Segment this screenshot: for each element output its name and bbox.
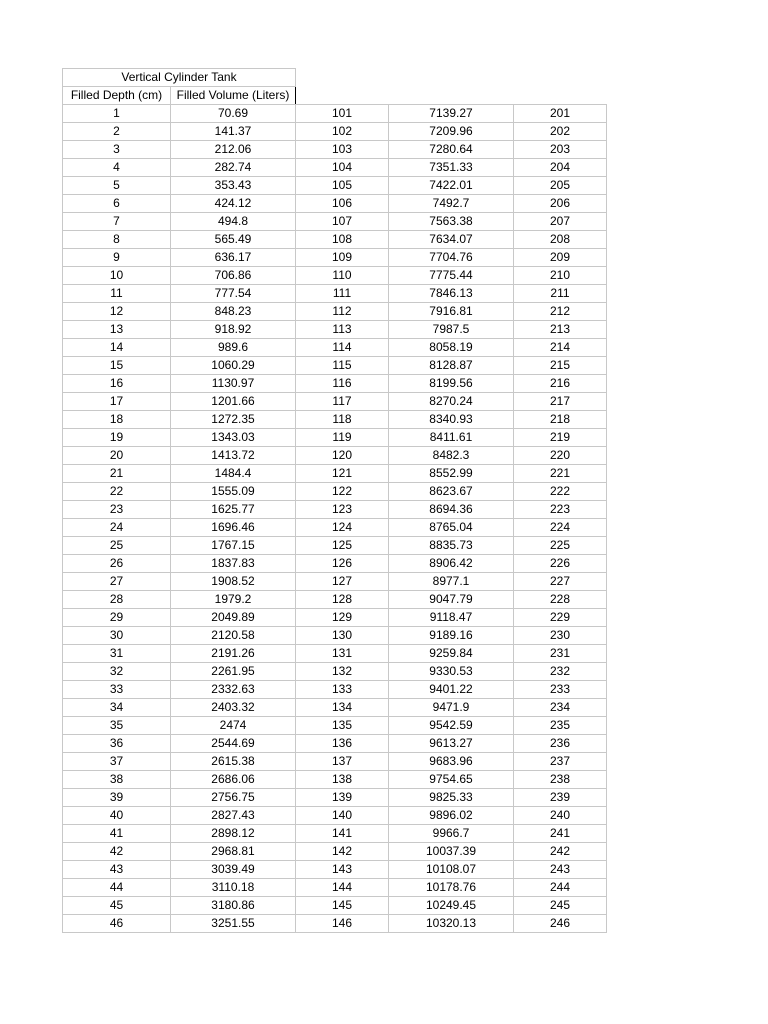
depth-cell[interactable]: 19 — [63, 429, 171, 447]
volume-cell[interactable]: 848.23 — [171, 303, 296, 321]
table-row — [63, 123, 607, 141]
depth-cell[interactable]: 209 — [514, 249, 607, 267]
volume-cell[interactable]: 9259.84 — [389, 645, 514, 663]
volume-cell[interactable]: 1979.2 — [171, 591, 296, 609]
volume-cell[interactable]: 9754.65 — [389, 771, 514, 789]
volume-cell[interactable]: 424.12 — [171, 195, 296, 213]
depth-cell[interactable]: 125 — [296, 537, 389, 555]
volume-cell[interactable]: 2898.12 — [171, 825, 296, 843]
depth-cell[interactable]: 144 — [296, 879, 389, 897]
depth-cell[interactable]: 143 — [296, 861, 389, 879]
depth-cell[interactable]: 106 — [296, 195, 389, 213]
volume-cell[interactable]: 8270.24 — [389, 393, 514, 411]
volume-cell[interactable]: 1767.15 — [171, 537, 296, 555]
depth-cell[interactable]: 3 — [63, 141, 171, 159]
volume-cell[interactable]: 8411.61 — [389, 429, 514, 447]
table-row — [63, 897, 607, 915]
depth-cell[interactable]: 37 — [63, 753, 171, 771]
volume-cell[interactable]: 3039.49 — [171, 861, 296, 879]
depth-cell[interactable]: 21 — [63, 465, 171, 483]
depth-cell[interactable]: 44 — [63, 879, 171, 897]
depth-cell[interactable]: 112 — [296, 303, 389, 321]
volume-cell[interactable]: 212.06 — [171, 141, 296, 159]
depth-cell[interactable]: 222 — [514, 483, 607, 501]
depth-cell[interactable]: 231 — [514, 645, 607, 663]
depth-cell[interactable]: 241 — [514, 825, 607, 843]
depth-cell[interactable]: 220 — [514, 447, 607, 465]
depth-cell[interactable]: 8 — [63, 231, 171, 249]
depth-cell[interactable]: 40 — [63, 807, 171, 825]
depth-cell[interactable]: 203 — [514, 141, 607, 159]
header-row — [63, 87, 607, 105]
volume-header[interactable]: Filled Volume (Liters) — [171, 87, 296, 105]
depth-cell[interactable]: 204 — [514, 159, 607, 177]
volume-cell[interactable]: 1484.4 — [171, 465, 296, 483]
depth-cell[interactable]: 234 — [514, 699, 607, 717]
volume-cell[interactable]: 1130.97 — [171, 375, 296, 393]
volume-cell[interactable]: 3110.18 — [171, 879, 296, 897]
depth-cell[interactable]: 128 — [296, 591, 389, 609]
depth-cell[interactable]: 17 — [63, 393, 171, 411]
volume-cell[interactable]: 9683.96 — [389, 753, 514, 771]
volume-cell[interactable]: 1696.46 — [171, 519, 296, 537]
volume-cell[interactable]: 2756.75 — [171, 789, 296, 807]
depth-cell[interactable]: 32 — [63, 663, 171, 681]
volume-cell[interactable]: 10037.39 — [389, 843, 514, 861]
depth-cell[interactable]: 36 — [63, 735, 171, 753]
table-row — [63, 213, 607, 231]
volume-cell[interactable]: 7351.33 — [389, 159, 514, 177]
volume-cell[interactable]: 10320.13 — [389, 915, 514, 933]
depth-cell[interactable]: 240 — [514, 807, 607, 825]
depth-cell[interactable]: 111 — [296, 285, 389, 303]
volume-cell[interactable]: 2474 — [171, 717, 296, 735]
volume-cell[interactable]: 2332.63 — [171, 681, 296, 699]
title-row — [63, 69, 607, 87]
table-row — [63, 591, 607, 609]
table-row — [63, 573, 607, 591]
table-row — [63, 285, 607, 303]
depth-cell[interactable]: 109 — [296, 249, 389, 267]
depth-cell[interactable]: 24 — [63, 519, 171, 537]
depth-cell[interactable]: 29 — [63, 609, 171, 627]
table-row — [63, 429, 607, 447]
volume-cell[interactable]: 2191.26 — [171, 645, 296, 663]
depth-cell[interactable]: 113 — [296, 321, 389, 339]
depth-cell[interactable]: 20 — [63, 447, 171, 465]
depth-cell[interactable]: 201 — [514, 105, 607, 123]
table-row — [63, 339, 607, 357]
depth-cell[interactable]: 6 — [63, 195, 171, 213]
volume-cell[interactable]: 10249.45 — [389, 897, 514, 915]
volume-cell[interactable]: 1343.03 — [171, 429, 296, 447]
depth-cell[interactable]: 7 — [63, 213, 171, 231]
volume-cell[interactable]: 2544.69 — [171, 735, 296, 753]
depth-cell[interactable]: 214 — [514, 339, 607, 357]
volume-cell[interactable]: 282.74 — [171, 159, 296, 177]
depth-cell[interactable]: 108 — [296, 231, 389, 249]
table-row — [63, 807, 607, 825]
volume-cell[interactable]: 7209.96 — [389, 123, 514, 141]
depth-cell[interactable]: 232 — [514, 663, 607, 681]
depth-cell[interactable]: 120 — [296, 447, 389, 465]
depth-cell[interactable]: 41 — [63, 825, 171, 843]
table-row — [63, 915, 607, 933]
depth-cell[interactable]: 233 — [514, 681, 607, 699]
table-row — [63, 375, 607, 393]
volume-cell[interactable]: 2403.32 — [171, 699, 296, 717]
volume-cell[interactable]: 1272.35 — [171, 411, 296, 429]
depth-cell[interactable]: 14 — [63, 339, 171, 357]
table-row — [63, 789, 607, 807]
volume-cell[interactable]: 7563.38 — [389, 213, 514, 231]
volume-cell[interactable]: 7846.13 — [389, 285, 514, 303]
depth-cell[interactable]: 107 — [296, 213, 389, 231]
volume-cell[interactable]: 8906.42 — [389, 555, 514, 573]
depth-cell[interactable]: 208 — [514, 231, 607, 249]
depth-cell[interactable]: 227 — [514, 573, 607, 591]
table-row — [63, 555, 607, 573]
depth-cell[interactable]: 110 — [296, 267, 389, 285]
depth-cell[interactable]: 246 — [514, 915, 607, 933]
depth-cell[interactable]: 123 — [296, 501, 389, 519]
volume-cell[interactable]: 8058.19 — [389, 339, 514, 357]
depth-cell[interactable]: 4 — [63, 159, 171, 177]
depth-cell[interactable]: 121 — [296, 465, 389, 483]
volume-cell[interactable]: 353.43 — [171, 177, 296, 195]
table-row — [63, 537, 607, 555]
table-row — [63, 879, 607, 897]
volume-cell[interactable]: 494.8 — [171, 213, 296, 231]
volume-cell[interactable]: 7492.7 — [389, 195, 514, 213]
volume-cell[interactable]: 8694.36 — [389, 501, 514, 519]
depth-cell[interactable]: 10 — [63, 267, 171, 285]
depth-cell[interactable]: 9 — [63, 249, 171, 267]
depth-cell[interactable]: 145 — [296, 897, 389, 915]
depth-cell[interactable]: 2 — [63, 123, 171, 141]
depth-cell[interactable]: 141 — [296, 825, 389, 843]
spreadsheet-sheet — [62, 68, 607, 933]
volume-cell[interactable]: 1201.66 — [171, 393, 296, 411]
volume-cell[interactable]: 918.92 — [171, 321, 296, 339]
volume-cell[interactable]: 7987.5 — [389, 321, 514, 339]
depth-cell[interactable]: 132 — [296, 663, 389, 681]
volume-cell[interactable]: 9401.22 — [389, 681, 514, 699]
depth-cell[interactable]: 28 — [63, 591, 171, 609]
depth-cell[interactable]: 11 — [63, 285, 171, 303]
volume-cell[interactable]: 636.17 — [171, 249, 296, 267]
depth-cell[interactable]: 140 — [296, 807, 389, 825]
depth-cell[interactable]: 235 — [514, 717, 607, 735]
depth-cell[interactable]: 46 — [63, 915, 171, 933]
depth-cell[interactable]: 118 — [296, 411, 389, 429]
table-row — [63, 735, 607, 753]
depth-cell[interactable]: 35 — [63, 717, 171, 735]
depth-cell[interactable]: 103 — [296, 141, 389, 159]
depth-cell[interactable]: 130 — [296, 627, 389, 645]
depth-cell[interactable]: 223 — [514, 501, 607, 519]
depth-cell[interactable]: 33 — [63, 681, 171, 699]
volume-cell[interactable]: 9330.53 — [389, 663, 514, 681]
depth-cell[interactable]: 202 — [514, 123, 607, 141]
depth-cell[interactable]: 117 — [296, 393, 389, 411]
depth-cell[interactable]: 135 — [296, 717, 389, 735]
volume-cell[interactable]: 10108.07 — [389, 861, 514, 879]
table-row — [63, 141, 607, 159]
table-row — [63, 177, 607, 195]
volume-cell[interactable]: 9189.16 — [389, 627, 514, 645]
volume-cell[interactable]: 7704.76 — [389, 249, 514, 267]
volume-cell[interactable]: 8128.87 — [389, 357, 514, 375]
depth-cell[interactable]: 236 — [514, 735, 607, 753]
depth-cell[interactable]: 210 — [514, 267, 607, 285]
depth-cell[interactable]: 243 — [514, 861, 607, 879]
depth-header[interactable]: Filled Depth (cm) — [63, 87, 171, 105]
depth-cell[interactable]: 102 — [296, 123, 389, 141]
depth-cell[interactable]: 30 — [63, 627, 171, 645]
depth-cell[interactable]: 39 — [63, 789, 171, 807]
depth-cell[interactable]: 13 — [63, 321, 171, 339]
volume-cell[interactable]: 8835.73 — [389, 537, 514, 555]
depth-cell[interactable]: 12 — [63, 303, 171, 321]
table-row — [63, 645, 607, 663]
depth-cell[interactable]: 116 — [296, 375, 389, 393]
depth-cell[interactable]: 42 — [63, 843, 171, 861]
depth-cell[interactable]: 1 — [63, 105, 171, 123]
depth-cell[interactable]: 15 — [63, 357, 171, 375]
depth-cell[interactable]: 104 — [296, 159, 389, 177]
volume-cell[interactable]: 10178.76 — [389, 879, 514, 897]
depth-cell[interactable]: 216 — [514, 375, 607, 393]
depth-cell[interactable]: 18 — [63, 411, 171, 429]
depth-cell[interactable]: 34 — [63, 699, 171, 717]
depth-cell[interactable]: 133 — [296, 681, 389, 699]
volume-cell[interactable]: 8765.04 — [389, 519, 514, 537]
table-row — [63, 411, 607, 429]
volume-cell[interactable]: 9542.59 — [389, 717, 514, 735]
volume-cell[interactable]: 8977.1 — [389, 573, 514, 591]
depth-cell[interactable]: 126 — [296, 555, 389, 573]
depth-cell[interactable]: 101 — [296, 105, 389, 123]
table-row — [63, 843, 607, 861]
depth-cell[interactable]: 218 — [514, 411, 607, 429]
depth-cell[interactable]: 127 — [296, 573, 389, 591]
volume-cell[interactable]: 70.69 — [171, 105, 296, 123]
depth-cell[interactable]: 221 — [514, 465, 607, 483]
volume-cell[interactable]: 7422.01 — [389, 177, 514, 195]
table-title[interactable]: Vertical Cylinder Tank — [63, 69, 296, 87]
table-row — [63, 825, 607, 843]
depth-cell[interactable]: 31 — [63, 645, 171, 663]
depth-cell[interactable]: 115 — [296, 357, 389, 375]
table-row — [63, 105, 607, 123]
table-row — [63, 231, 607, 249]
table-row — [63, 627, 607, 645]
depth-cell[interactable]: 134 — [296, 699, 389, 717]
depth-cell[interactable]: 23 — [63, 501, 171, 519]
depth-cell[interactable]: 27 — [63, 573, 171, 591]
table-row — [63, 699, 607, 717]
volume-cell[interactable]: 9896.02 — [389, 807, 514, 825]
table-row — [63, 663, 607, 681]
depth-cell[interactable]: 137 — [296, 753, 389, 771]
volume-cell[interactable]: 8552.99 — [389, 465, 514, 483]
volume-cell[interactable]: 1625.77 — [171, 501, 296, 519]
table-row — [63, 717, 607, 735]
volume-cell[interactable]: 9118.47 — [389, 609, 514, 627]
depth-cell[interactable]: 224 — [514, 519, 607, 537]
table-row — [63, 393, 607, 411]
depth-cell[interactable]: 226 — [514, 555, 607, 573]
depth-cell[interactable]: 119 — [296, 429, 389, 447]
volume-cell[interactable]: 8482.3 — [389, 447, 514, 465]
volume-cell[interactable]: 1555.09 — [171, 483, 296, 501]
table-row — [63, 465, 607, 483]
table-row — [63, 681, 607, 699]
depth-cell[interactable]: 138 — [296, 771, 389, 789]
depth-cell[interactable]: 142 — [296, 843, 389, 861]
table-row — [63, 753, 607, 771]
volume-cell[interactable]: 8199.56 — [389, 375, 514, 393]
depth-cell[interactable]: 228 — [514, 591, 607, 609]
depth-cell[interactable]: 16 — [63, 375, 171, 393]
volume-cell[interactable]: 9966.7 — [389, 825, 514, 843]
depth-cell[interactable]: 212 — [514, 303, 607, 321]
volume-cell[interactable]: 8623.67 — [389, 483, 514, 501]
depth-cell[interactable]: 136 — [296, 735, 389, 753]
volume-cell[interactable]: 2049.89 — [171, 609, 296, 627]
volume-cell[interactable]: 9825.33 — [389, 789, 514, 807]
table-row — [63, 519, 607, 537]
volume-cell[interactable]: 1837.83 — [171, 555, 296, 573]
depth-cell[interactable]: 114 — [296, 339, 389, 357]
volume-cell[interactable]: 2686.06 — [171, 771, 296, 789]
table-row — [63, 159, 607, 177]
depth-cell[interactable]: 225 — [514, 537, 607, 555]
depth-cell[interactable]: 122 — [296, 483, 389, 501]
depth-cell[interactable]: 230 — [514, 627, 607, 645]
volume-cell[interactable]: 7634.07 — [389, 231, 514, 249]
volume-cell[interactable]: 7916.81 — [389, 303, 514, 321]
depth-cell[interactable]: 229 — [514, 609, 607, 627]
volume-cell[interactable]: 1908.52 — [171, 573, 296, 591]
volume-cell[interactable]: 9471.9 — [389, 699, 514, 717]
table-row — [63, 357, 607, 375]
depth-cell[interactable]: 129 — [296, 609, 389, 627]
volume-cell[interactable]: 2615.38 — [171, 753, 296, 771]
depth-cell[interactable]: 237 — [514, 753, 607, 771]
depth-cell[interactable]: 207 — [514, 213, 607, 231]
depth-cell[interactable]: 139 — [296, 789, 389, 807]
depth-cell[interactable]: 211 — [514, 285, 607, 303]
depth-cell[interactable]: 213 — [514, 321, 607, 339]
table-row — [63, 483, 607, 501]
depth-cell[interactable]: 45 — [63, 897, 171, 915]
depth-cell[interactable]: 146 — [296, 915, 389, 933]
depth-cell[interactable]: 238 — [514, 771, 607, 789]
volume-cell[interactable]: 565.49 — [171, 231, 296, 249]
volume-cell[interactable]: 989.6 — [171, 339, 296, 357]
volume-cell[interactable]: 3251.55 — [171, 915, 296, 933]
table-row — [63, 303, 607, 321]
table-row — [63, 321, 607, 339]
volume-cell[interactable]: 141.37 — [171, 123, 296, 141]
table-row — [63, 861, 607, 879]
volume-cell[interactable]: 3180.86 — [171, 897, 296, 915]
depth-cell[interactable]: 105 — [296, 177, 389, 195]
volume-cell[interactable]: 2261.95 — [171, 663, 296, 681]
depth-cell[interactable]: 217 — [514, 393, 607, 411]
depth-cell[interactable]: 22 — [63, 483, 171, 501]
table-row — [63, 195, 607, 213]
depth-cell[interactable]: 43 — [63, 861, 171, 879]
volume-cell[interactable]: 2827.43 — [171, 807, 296, 825]
volume-cell[interactable]: 2968.81 — [171, 843, 296, 861]
depth-cell[interactable]: 205 — [514, 177, 607, 195]
depth-cell[interactable]: 215 — [514, 357, 607, 375]
volume-cell[interactable]: 1060.29 — [171, 357, 296, 375]
table-row — [63, 609, 607, 627]
depth-cell[interactable]: 5 — [63, 177, 171, 195]
tank-volume-table — [62, 68, 607, 933]
volume-cell[interactable]: 1413.72 — [171, 447, 296, 465]
volume-cell[interactable]: 7775.44 — [389, 267, 514, 285]
depth-cell[interactable]: 245 — [514, 897, 607, 915]
volume-cell[interactable]: 8340.93 — [389, 411, 514, 429]
volume-cell[interactable]: 7139.27 — [389, 105, 514, 123]
table-row — [63, 447, 607, 465]
depth-cell[interactable]: 206 — [514, 195, 607, 213]
depth-cell[interactable]: 242 — [514, 843, 607, 861]
volume-cell[interactable]: 9613.27 — [389, 735, 514, 753]
table-row — [63, 501, 607, 519]
depth-cell[interactable]: 239 — [514, 789, 607, 807]
depth-cell[interactable]: 131 — [296, 645, 389, 663]
volume-cell[interactable]: 777.54 — [171, 285, 296, 303]
table-row — [63, 267, 607, 285]
volume-cell[interactable]: 706.86 — [171, 267, 296, 285]
volume-cell[interactable]: 2120.58 — [171, 627, 296, 645]
depth-cell[interactable]: 25 — [63, 537, 171, 555]
depth-cell[interactable]: 219 — [514, 429, 607, 447]
depth-cell[interactable]: 38 — [63, 771, 171, 789]
depth-cell[interactable]: 26 — [63, 555, 171, 573]
table-row — [63, 249, 607, 267]
depth-cell[interactable]: 244 — [514, 879, 607, 897]
volume-cell[interactable]: 7280.64 — [389, 141, 514, 159]
table-row — [63, 771, 607, 789]
volume-cell[interactable]: 9047.79 — [389, 591, 514, 609]
depth-cell[interactable]: 124 — [296, 519, 389, 537]
